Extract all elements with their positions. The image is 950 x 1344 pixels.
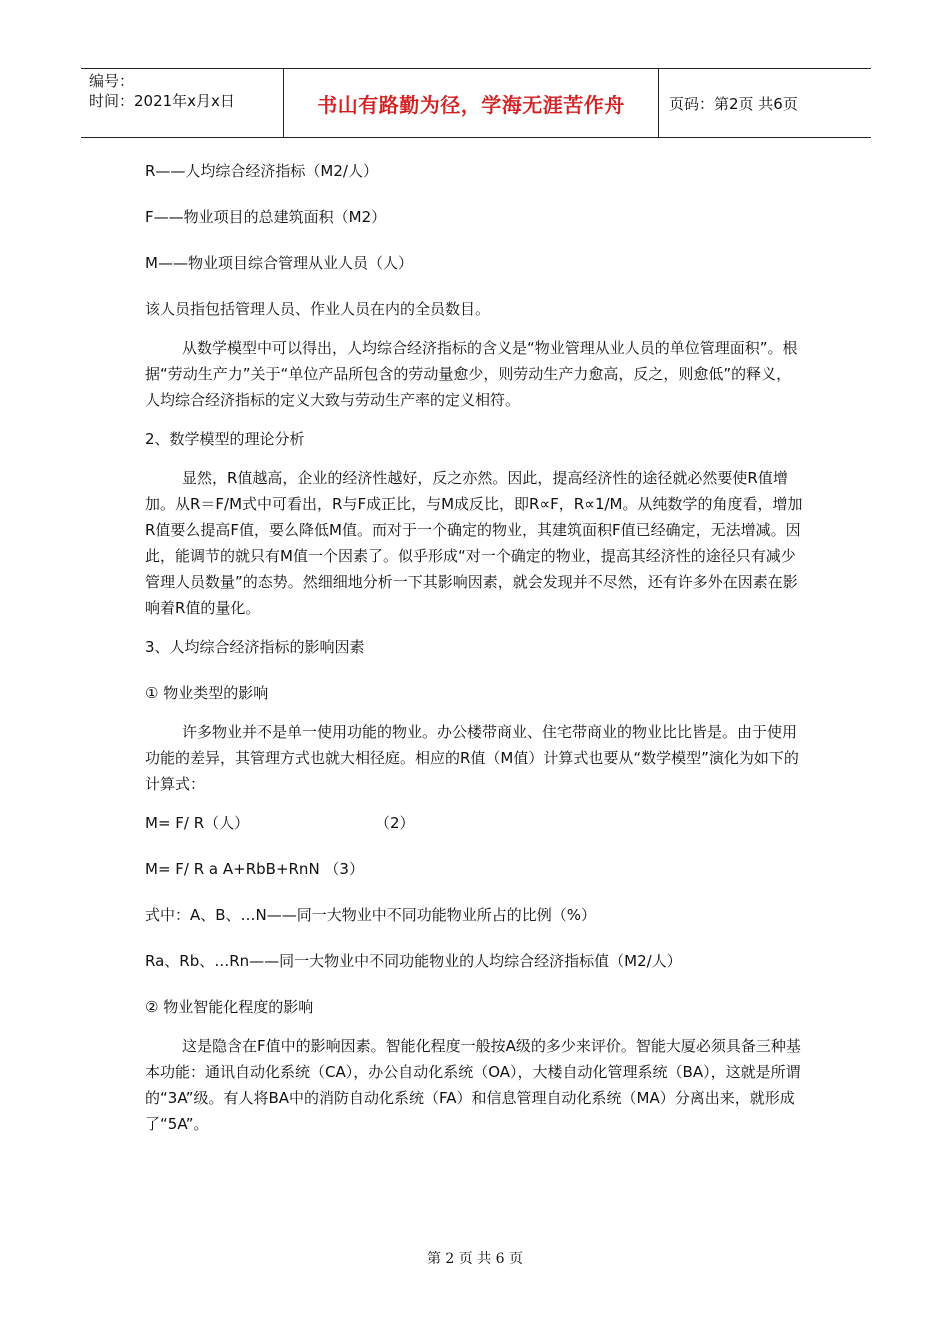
page-header (81, 68, 871, 138)
definition-r: R——人均综合经济指标（M2/人） (145, 162, 378, 180)
page-footer: 第 2 页 共 6 页 (426, 1251, 524, 1267)
date-line: 时间：2021年x月x日 (89, 92, 235, 110)
formula-2-expression: M= F/ R（人） (145, 814, 250, 832)
paragraph-intelligence: 这是隐含在F值中的影响因素。智能化程度一般按A级的多少来评价。智能大厦必须具备三种基本功能：通讯自动化系统（CA），办公自动化系统（OA），大楼自动化管理系统（BA），这就是所谓的“3A”级。有人将BA中的消防自动化系统（FA）和信息管理自动化系统（MA）分离出来，就形成了“5A”。 (145, 1037, 801, 1133)
definition-note: 该人员指包括管理人员、作业人员在内的全员数目。 (145, 300, 491, 318)
document-body (145, 150, 805, 1137)
subheading-intelligence: ② 物业智能化程度的影响 (145, 998, 314, 1016)
code-label: 编号： (89, 72, 135, 90)
header-meta (81, 69, 284, 137)
formula-note-rarn: Ra、Rb、…Rn——同一大物业中不同功能物业的人均综合经济指标值（M2/人） (145, 952, 682, 970)
section-heading-2: 2、数学模型的理论分析 (145, 430, 305, 448)
formula-3: M= F/ R a A+RbB+RnN （3） (145, 860, 364, 878)
paragraph-meaning: 从数学模型中可以得出，人均综合经济指标的含义是“物业管理从业人员的单位管理面积”。根据“劳动生产力”关于“单位产品所包含的劳动量愈少，则劳动生产力愈高，反之，则愈低”的释义，人均综合经济指标的定义大致与劳动生产率的定义相符。 (145, 339, 798, 409)
definition-m: M——物业项目综合管理从业人员（人） (145, 254, 413, 272)
header-motto: 书山有路勤为径，学海无涯苦作舟 (284, 69, 659, 137)
header-page-info: 页码：第2页 共6页 (669, 94, 798, 113)
paragraph-property-type: 许多物业并不是单一使用功能的物业。办公楼带商业、住宅带商业的物业比比皆是。由于使用功能的差异，其管理方式也就大相径庭。相应的R值（M值）计算式也要从“数学模型”演化为如下的计算式： (145, 723, 799, 793)
definition-f: F——物业项目的总建筑面积（M2） (145, 208, 387, 226)
formula-note-abn: 式中：A、B、…N——同一大物业中不同功能物业所占的比例（%） (145, 906, 597, 924)
paragraph-analysis: 显然，R值越高，企业的经济性越好，反之亦然。因此，提高经济性的途径就必然要使R值增加。从R＝F/M式中可看出，R与F成正比，与M成反比，即R∝F，R∝1/M。从纯数学的角度看，增加R值要么提高F值，要么降低M值。而对于一个确定的物业，其建筑面积F值已经确定，无法增减。因此，能调节的就只有M值一个因素了。似乎形成“对一个确定的物业，提高其经济性的途径只有减少管理人员数量”的态势。然细细地分析一下其影响因素，就会发现并不尽然，还有许多外在因素在影响着R值的量化。 (145, 469, 803, 617)
section-heading-3: 3、人均综合经济指标的影响因素 (145, 638, 365, 656)
formula-2-number: （2） (375, 814, 415, 832)
subheading-property-type: ① 物业类型的影响 (145, 684, 269, 702)
formula-2 (145, 810, 805, 836)
